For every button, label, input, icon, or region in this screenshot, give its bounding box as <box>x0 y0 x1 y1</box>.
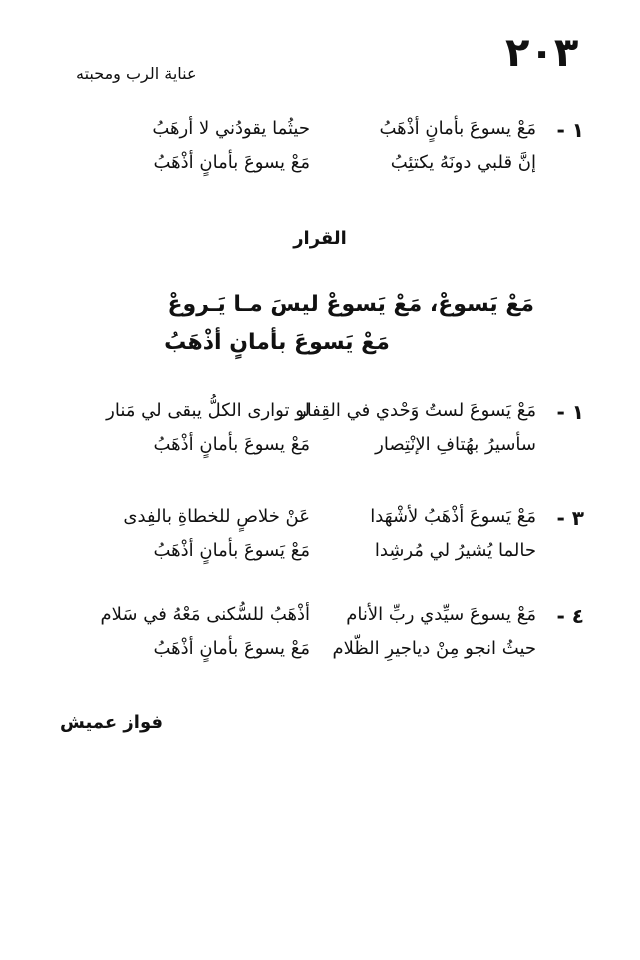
chorus <box>60 292 534 368</box>
verse-number: ١ - <box>556 400 584 424</box>
verse-line <box>60 638 584 672</box>
verse-line <box>60 400 584 434</box>
verse-line <box>60 434 584 468</box>
verse-line-first-half: إنَّ قلبي دونَهُ يكتئِبُ <box>390 152 536 173</box>
verse-line-second-half: مَعْ يسوعَ بأمانٍ أذْهَبُ <box>153 434 310 455</box>
verse-number: ٤ - <box>556 604 584 628</box>
verse-line-second-half: مَعْ يَسوعَ بأمانٍ أذْهَبُ <box>153 540 310 561</box>
verse-line <box>60 540 584 574</box>
verse-3 <box>60 506 584 574</box>
author-name: فواز عميش <box>60 712 164 733</box>
verse-line <box>60 118 584 152</box>
verse-line-second-half: مَعْ يسوعَ بأمانٍ أذْهَبُ <box>153 638 310 659</box>
verse-line <box>60 506 584 540</box>
verse-line-first-half: مَعْ يَسوعَ لستُ وَحْدي في القِفار <box>298 400 536 421</box>
verse-line-second-half: مَعْ يسوعَ بأمانٍ أذْهَبُ <box>153 152 310 173</box>
verse-line-first-half: سأسيرُ بهُتافِ الإنْتِصار <box>375 434 536 455</box>
verse-line-second-half: لو توارى الكلُّ يبقى لي مَنار <box>106 400 310 421</box>
verse-line-first-half: مَعْ يَسوعَ أذْهَبُ لأشْهَدا <box>370 506 536 527</box>
verse-1 <box>60 118 584 186</box>
chorus-line-1: مَعْ يَسوعْ، مَعْ يَسوعْ ليسَ مـا يَـروعْ <box>167 292 534 317</box>
verse-line-first-half: مَعْ يسوعَ سيِّدي ربِّ الأنام <box>346 604 536 625</box>
verse-line-second-half: أذْهَبُ للسُّكنى مَعْهُ في سَلام <box>100 604 310 625</box>
chorus-line-2: مَعْ يَسوعَ بأمانٍ أذْهَبُ <box>164 330 390 355</box>
verse-line-first-half: حيثُ انجو مِنْ دياجيرِ الظّلام <box>332 638 536 659</box>
verse-line-second-half: عَنْ خلاصٍ للخطاةِ بالفِدى <box>123 506 310 527</box>
verse-line <box>60 604 584 638</box>
verse-line-second-half: حيثُما يقودُني لا أرهَبُ <box>152 118 310 139</box>
hymn-number: ٢٠٣ <box>505 30 579 76</box>
verse-number: ٣ - <box>556 506 584 530</box>
book-title: عناية الرب ومحبته <box>76 64 197 83</box>
chorus-title: القرار <box>293 228 347 249</box>
verse-line <box>60 152 584 186</box>
verse-4 <box>60 604 584 672</box>
verse-line-first-half: مَعْ يسوعَ بأمانٍ أذْهَبُ <box>379 118 536 139</box>
verse-2 <box>60 400 584 468</box>
verse-number: ١ - <box>556 118 584 142</box>
verse-line-first-half: حالما يُشيرُ لي مُرشِدا <box>374 540 536 561</box>
